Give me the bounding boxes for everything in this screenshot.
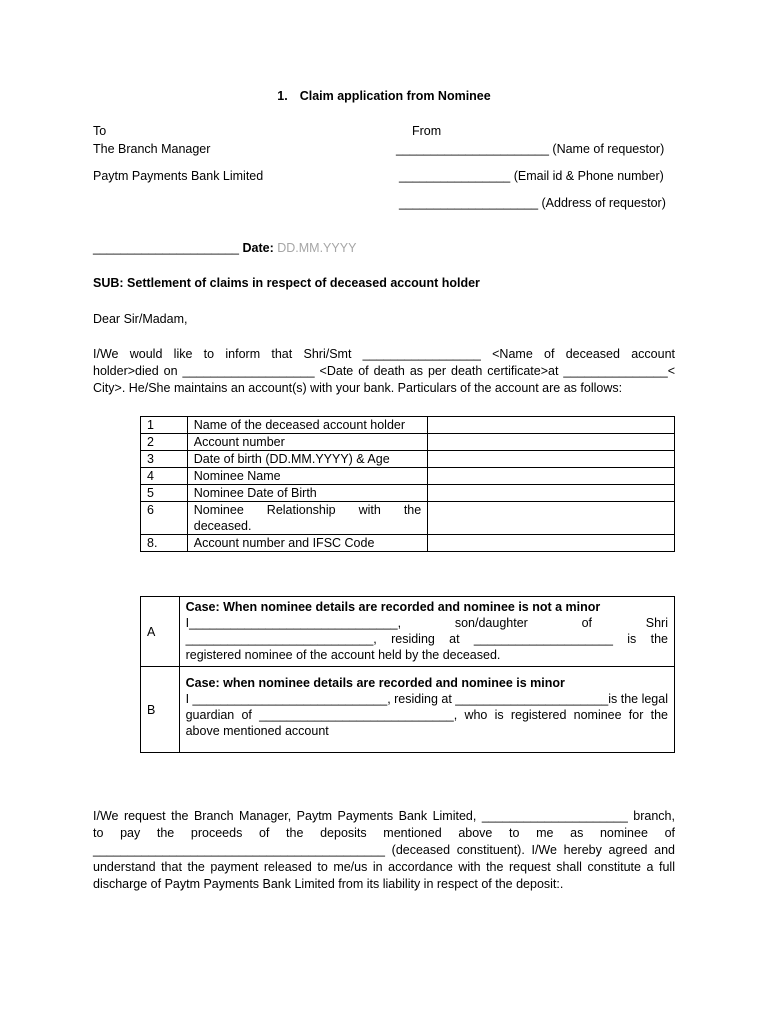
- case-id: B: [141, 667, 180, 753]
- intro-line-1: I/We would like to inform that Shri/Smt _________________ <Name of deceased account: [93, 347, 675, 361]
- case-body: [179, 597, 674, 667]
- cases-table: [140, 596, 675, 753]
- request-line-1: I/We request the Branch Manager, Paytm Payments Bank Limited, _____________________ branch,: [93, 809, 675, 823]
- date-line: [93, 240, 356, 257]
- row-number: 3: [141, 451, 188, 468]
- case-b-line-3: above mentioned account: [185, 724, 329, 738]
- case-a-line-3: registered nominee of the account held by the deceased.: [185, 648, 501, 662]
- table-row: [141, 451, 675, 468]
- row-label: Nominee Name: [187, 468, 427, 485]
- row-number: 6: [141, 502, 188, 535]
- case-a-heading: Case: When nominee details are recorded and nominee is not a minor: [185, 600, 601, 614]
- row-label: Name of the deceased account holder: [187, 417, 427, 434]
- table-row: [141, 502, 675, 535]
- row-label: Date of birth (DD.MM.YYYY) & Age: [187, 451, 427, 468]
- row-label-line-1: Nominee Relationship with the: [193, 503, 422, 517]
- from-address-line: ____________________ (Address of requestor): [399, 196, 666, 210]
- table-row: [141, 535, 675, 552]
- case-row-b: [141, 667, 675, 753]
- row-number: 2: [141, 434, 188, 451]
- row-label: Account number and IFSC Code: [187, 535, 427, 552]
- document-title: [0, 88, 768, 105]
- to-line-1: The Branch Manager: [93, 142, 211, 156]
- row-number: 4: [141, 468, 188, 485]
- row-value: [428, 468, 675, 485]
- row-value: [428, 451, 675, 468]
- intro-line-2: holder>died on ___________________ <Date of death as per death certificate>at _______________<: [93, 364, 675, 378]
- row-value: [428, 535, 675, 552]
- row-value: [428, 417, 675, 434]
- case-id: A: [141, 597, 180, 667]
- title-number: 1.: [277, 89, 288, 103]
- subject-line: SUB: Settlement of claims in respect of deceased account holder: [93, 276, 480, 290]
- to-line-2: Paytm Payments Bank Limited: [93, 169, 264, 183]
- from-label: From: [412, 124, 442, 138]
- salutation: Dear Sir/Madam,: [93, 312, 188, 326]
- row-value: [428, 485, 675, 502]
- table-row: [141, 485, 675, 502]
- row-value: [428, 502, 675, 535]
- row-label: Account number: [187, 434, 427, 451]
- row-label: Nominee Date of Birth: [187, 485, 427, 502]
- from-name-line: ______________________ (Name of requestor): [396, 142, 665, 156]
- case-b-heading: Case: when nominee details are recorded and nominee is minor: [185, 676, 565, 690]
- request-paragraph: [93, 808, 675, 893]
- date-placeholder: DD.MM.YYYY: [277, 241, 357, 255]
- request-line-3: __________________________________________ (deceased constituent). I/We hereby agreed and: [93, 843, 675, 857]
- row-label-line-2: deceased.: [193, 519, 252, 533]
- particulars-table: [140, 416, 675, 552]
- intro-paragraph: [93, 346, 675, 397]
- row-value: [428, 434, 675, 451]
- case-a-line-1: I______________________________, son/daughter of Shri: [185, 616, 668, 630]
- case-b-line-1: I ____________________________, residing at ______________________is the legal: [185, 692, 668, 706]
- request-line-5: discharge of Paytm Payments Bank Limited from its liability in respect of the deposit:.: [93, 877, 564, 891]
- intro-line-3: City>. He/She maintains an account(s) with your bank. Particulars of the account are as follows:: [93, 381, 623, 395]
- title-text: Claim application from Nominee: [299, 89, 491, 103]
- case-a-line-2: ___________________________, residing at ____________________ is the: [185, 632, 668, 646]
- table-row: [141, 434, 675, 451]
- date-blank: _____________________: [93, 241, 239, 255]
- case-row-a: [141, 597, 675, 667]
- from-contact-line: ________________ (Email id & Phone number): [399, 169, 664, 183]
- row-number: 8.: [141, 535, 188, 552]
- to-label: To: [93, 124, 107, 138]
- row-number: 5: [141, 485, 188, 502]
- request-line-2: to pay the proceeds of the deposits mentioned above to me as nominee of: [93, 826, 675, 840]
- case-body: [179, 667, 674, 753]
- row-label: [187, 502, 427, 535]
- request-line-4: understand that the payment released to me/us in accordance with the request shall constitute a full: [93, 860, 675, 874]
- date-label: Date:: [242, 241, 274, 255]
- row-number: 1: [141, 417, 188, 434]
- table-row: [141, 417, 675, 434]
- case-b-line-2: guardian of ____________________________, who is registered nominee for the: [185, 708, 668, 722]
- table-row: [141, 468, 675, 485]
